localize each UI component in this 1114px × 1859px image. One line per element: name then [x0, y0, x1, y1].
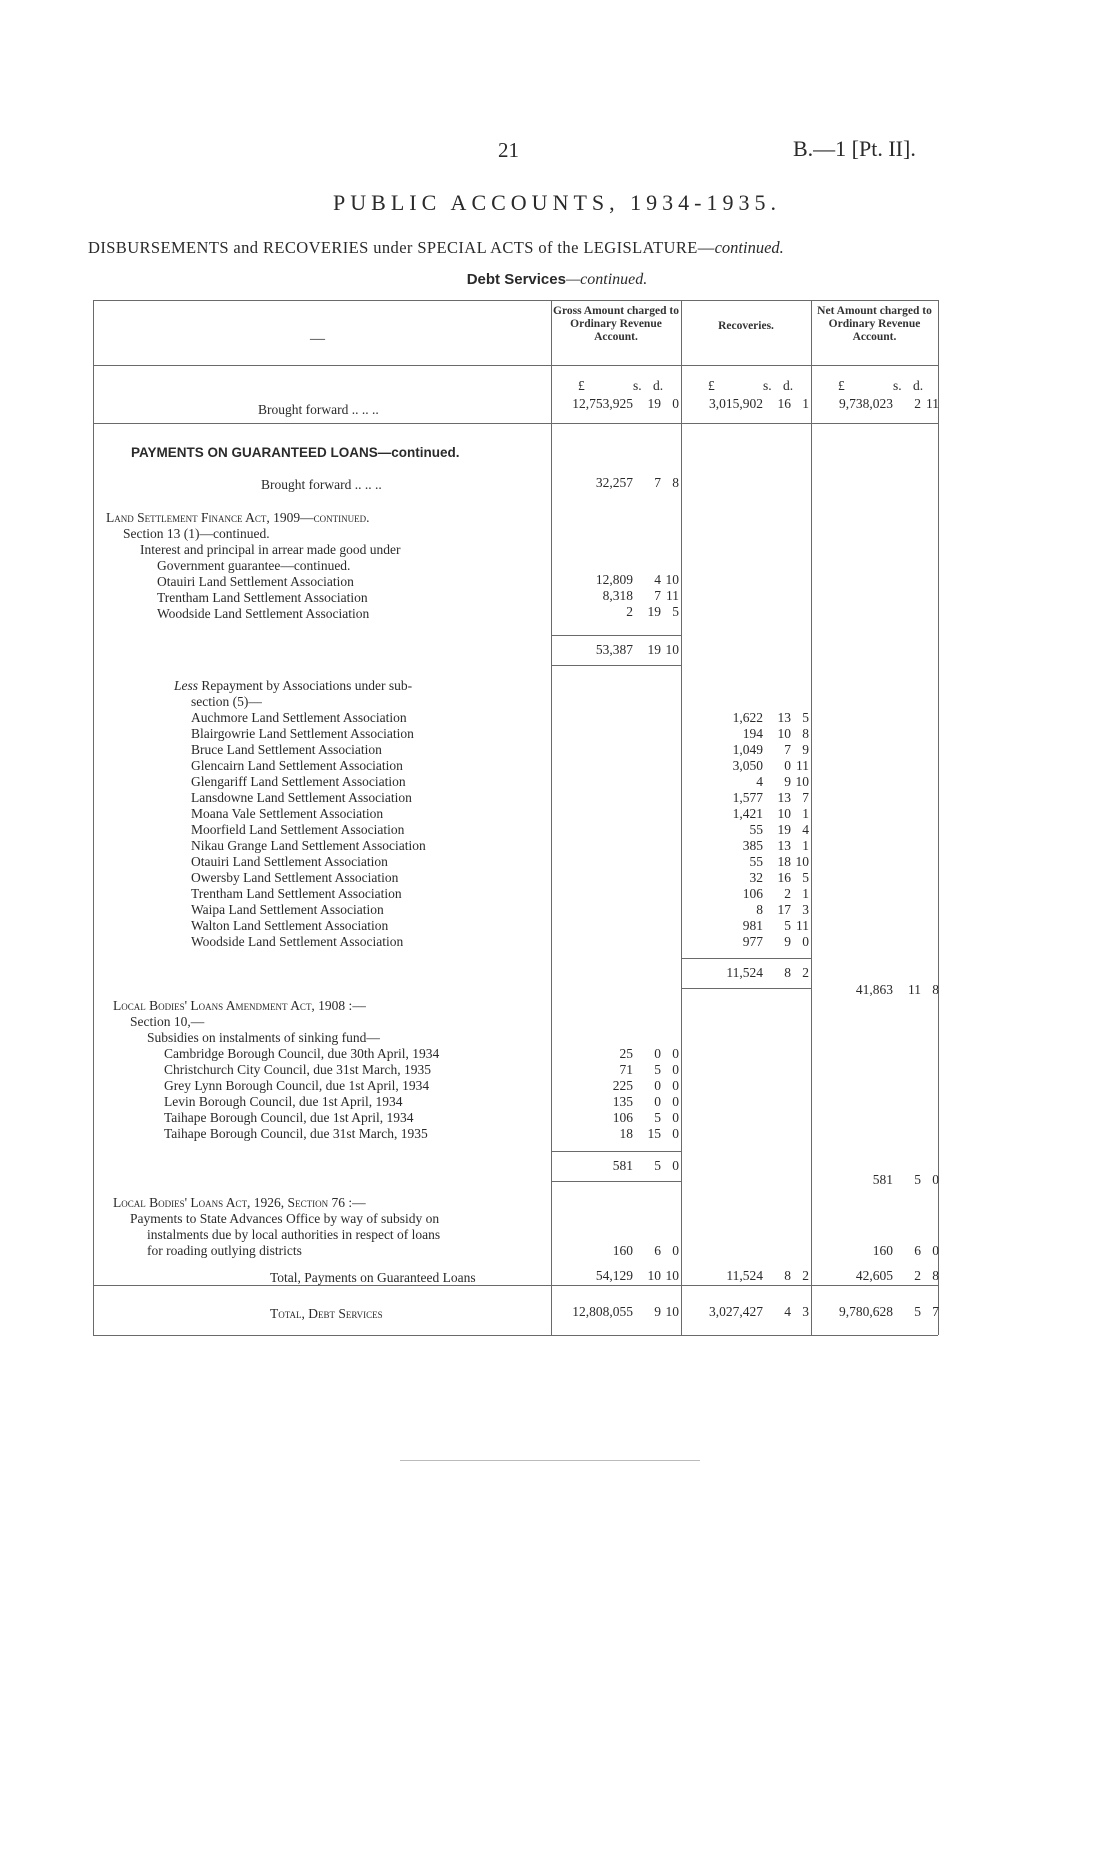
amount-pounds: 106: [742, 886, 763, 901]
amount-pence: 7: [802, 790, 809, 805]
net-column-header: Net Amount charged to Ordinary Revenue Account.: [817, 305, 932, 343]
government-guarantee-label: Government guarantee—continued.: [157, 558, 351, 573]
interest-principal-label: Interest and principal in arrear made good under: [140, 542, 401, 557]
amount-shillings: 5: [914, 1304, 921, 1319]
amount-pence: 2: [802, 965, 809, 980]
amount-shillings: 16: [777, 870, 791, 885]
amount-pence: 0: [932, 1172, 939, 1187]
amount-shillings: 4: [784, 1304, 791, 1319]
amount-shillings: 13: [777, 710, 791, 725]
repayment-item-label: Nikau Grange Land Settlement Association: [191, 838, 426, 853]
local-subtotal-rule: [551, 1151, 681, 1152]
amount-pounds: 981: [742, 918, 763, 933]
amount-pounds: 55: [749, 822, 763, 837]
amount-shillings: 6: [914, 1243, 921, 1258]
amount-pounds: 8: [756, 902, 763, 917]
subsidy-item-label: Taihape Borough Council, due 1st April, 1934: [164, 1110, 414, 1125]
gross-column-header: Gross Amount charged to Ordinary Revenue Account.: [553, 305, 679, 343]
amount-pence: 1: [802, 396, 809, 411]
amount-pounds: 41,863: [855, 982, 893, 997]
amount-shillings: 19: [647, 396, 661, 411]
amount-pounds: 3,027,427: [709, 1304, 763, 1319]
amount-pounds: 135: [612, 1094, 633, 1109]
amount-pounds: 32,257: [595, 475, 633, 490]
amount-pounds: 194: [742, 726, 763, 741]
amount-pence: 10: [795, 854, 809, 869]
amount-pounds: 12,808,055: [572, 1304, 633, 1319]
section-main: Debt Services: [466, 271, 566, 288]
amount-shillings: 5: [914, 1172, 921, 1187]
amount-pence: 10: [665, 642, 679, 657]
rec-pound-header: £: [708, 378, 715, 393]
amount-pence: 0: [672, 396, 679, 411]
rec-subtotal-rule: [681, 958, 811, 959]
repayment-item-label: Glencairn Land Settlement Association: [191, 758, 403, 773]
amount-pence: 0: [672, 1158, 679, 1173]
amount-pence: 0: [802, 934, 809, 949]
repayment-item-label: Trentham Land Settlement Association: [191, 886, 402, 901]
amount-pounds: 4: [756, 774, 763, 789]
amount-pounds: 225: [612, 1078, 633, 1093]
amount-pounds: 1,622: [732, 710, 763, 725]
gross-pound-header: £: [578, 378, 585, 393]
subtitle-continued: continued.: [714, 238, 784, 257]
woodside-interest-label: Woodside Land Settlement Association: [157, 606, 370, 621]
amount-pounds: 3,015,902: [709, 396, 763, 411]
repayment-item-label: Bruce Land Settlement Association: [191, 742, 382, 757]
amount-shillings: 13: [777, 838, 791, 853]
amount-shillings: 4: [654, 572, 661, 587]
repayment-item-label: Otauiri Land Settlement Association: [191, 854, 388, 869]
amount-shillings: 7: [784, 742, 791, 757]
amount-pence: 1: [802, 886, 809, 901]
brought-forward-label: Brought forward .. .. ..: [258, 402, 379, 417]
guaranteed-loans-heading: PAYMENTS ON GUARANTEED LOANS—continued.: [131, 445, 460, 460]
repayment-item-label: Moana Vale Settlement Association: [191, 806, 384, 821]
repayment-item-label: Walton Land Settlement Association: [191, 918, 389, 933]
amount-pence: 5: [802, 870, 809, 885]
amount-shillings: 10: [777, 806, 791, 821]
amount-pounds: 160: [612, 1243, 633, 1258]
repayment-item-label: Blairgowrie Land Settlement Association: [191, 726, 414, 741]
amount-shillings: 2: [914, 396, 921, 411]
amount-pounds: 18: [619, 1126, 633, 1141]
amount-pounds: 32: [749, 870, 763, 885]
amount-pounds: 9,780,628: [839, 1304, 893, 1319]
local-bodies-1926-heading: Local Bodies' Loans Act, 1926, Section 76 :—: [113, 1195, 366, 1210]
amount-shillings: 5: [654, 1158, 661, 1173]
repayment-item-label: Glengariff Land Settlement Association: [191, 774, 406, 789]
amount-pence: 0: [672, 1110, 679, 1125]
state-advances-line-2: instalments due by local authorities in respect of loans: [147, 1227, 441, 1242]
amount-shillings: 7: [654, 475, 661, 490]
amount-pounds: 160: [872, 1243, 893, 1258]
amount-pounds: 55: [749, 854, 763, 869]
amount-pence: 5: [672, 604, 679, 619]
table-bottom-rule: [93, 1335, 938, 1336]
guaranteed-total-label: Total, Payments on Guaranteed Loans: [270, 1270, 476, 1285]
amount-shillings: 0: [654, 1078, 661, 1093]
amount-pounds: 54,129: [595, 1268, 633, 1283]
less-repayment-text: Repayment by Associations under sub-: [201, 678, 413, 693]
amount-pounds: 385: [742, 838, 763, 853]
amount-shillings: 2: [914, 1268, 921, 1283]
amount-pence: 0: [672, 1243, 679, 1258]
section-13-label: Section 13 (1)—continued.: [123, 526, 270, 541]
subsidies-label: Subsidies on instalments of sinking fund—: [147, 1030, 380, 1045]
page-title: PUBLIC ACCOUNTS, 1934-1935.: [333, 190, 781, 215]
less-word: Less: [174, 678, 199, 693]
amount-shillings: 6: [654, 1243, 661, 1258]
amount-shillings: 8: [784, 965, 791, 980]
amount-shillings: 11: [908, 982, 921, 997]
amount-pence: 11: [796, 758, 809, 773]
amount-pounds: 11,524: [726, 965, 763, 980]
local-bodies-1908-heading: Local Bodies' Loans Amendment Act, 1908 :—: [113, 998, 366, 1013]
amount-pence: 11: [926, 396, 939, 411]
amount-pounds: 71: [619, 1062, 633, 1077]
rec-subtotal-rule-2: [681, 988, 811, 989]
amount-pence: 4: [802, 822, 809, 837]
local-subtotal-rule-2: [551, 1181, 681, 1182]
amount-pence: 8: [672, 475, 679, 490]
amount-pounds: 1,049: [732, 742, 763, 757]
amount-pounds: 581: [612, 1158, 633, 1173]
amount-shillings: 17: [777, 902, 791, 917]
amount-pence: 0: [672, 1046, 679, 1061]
amount-pounds: 106: [612, 1110, 633, 1125]
state-advances-line-3: for roading outlying districts: [147, 1243, 302, 1258]
amount-pence: 3: [802, 1304, 809, 1319]
amount-pounds: 53,387: [595, 642, 633, 657]
amount-pence: 10: [665, 1268, 679, 1283]
amount-shillings: 10: [647, 1268, 661, 1283]
amount-pounds: 8,318: [602, 588, 633, 603]
amount-pence: 8: [802, 726, 809, 741]
amount-pence: 0: [672, 1094, 679, 1109]
guaranteed-brought-forward-label: Brought forward .. .. ..: [261, 477, 382, 492]
amount-pence: 0: [672, 1062, 679, 1077]
page-number: 21: [498, 138, 519, 162]
gross-subtotal-rule: [551, 635, 681, 636]
amount-pounds: 977: [742, 934, 763, 949]
repayment-item-label: Moorfield Land Settlement Association: [191, 822, 405, 837]
gross-pence-header: d.: [653, 378, 664, 393]
otauiri-interest-label: Otauiri Land Settlement Association: [157, 574, 354, 589]
gross-shilling-header: s.: [633, 378, 642, 393]
amount-shillings: 5: [784, 918, 791, 933]
net-pound-header: £: [838, 378, 845, 393]
amount-pence: 1: [802, 806, 809, 821]
less-repayment-label: [174, 678, 412, 694]
state-advances-line-1: Payments to State Advances Office by way of subsidy on: [130, 1211, 440, 1226]
amount-pence: 3: [802, 902, 809, 917]
amount-pounds: 11,524: [726, 1268, 763, 1283]
repayment-item-label: Woodside Land Settlement Association: [191, 934, 404, 949]
amount-shillings: 10: [777, 726, 791, 741]
amount-pence: 2: [802, 1268, 809, 1283]
section-10-label: Section 10,—: [130, 1014, 205, 1029]
amount-pence: 0: [672, 1126, 679, 1141]
net-shilling-header: s.: [893, 378, 902, 393]
amount-shillings: 2: [784, 886, 791, 901]
amount-pence: 8: [932, 982, 939, 997]
col-gross-rule: [551, 300, 552, 1335]
amount-pounds: 12,809: [595, 572, 633, 587]
trentham-interest-label: Trentham Land Settlement Association: [157, 590, 368, 605]
blank-column-header: —: [310, 331, 325, 347]
amount-shillings: 19: [647, 642, 661, 657]
recoveries-column-header: Recoveries.: [718, 320, 774, 332]
section-continued: —continued.: [565, 271, 648, 288]
gross-subtotal-rule-2: [551, 665, 681, 666]
net-pence-header: d.: [913, 378, 924, 393]
amount-pence: 5: [802, 710, 809, 725]
amount-shillings: 0: [654, 1094, 661, 1109]
amount-pounds: 25: [619, 1046, 633, 1061]
amount-shillings: 0: [784, 758, 791, 773]
repayment-item-label: Lansdowne Land Settlement Association: [191, 790, 412, 805]
amount-shillings: 16: [777, 396, 791, 411]
amount-shillings: 9: [654, 1304, 661, 1319]
subsidy-item-label: Levin Borough Council, due 1st April, 1934: [164, 1094, 403, 1109]
amount-pence: 11: [796, 918, 809, 933]
amount-shillings: 5: [654, 1062, 661, 1077]
amount-shillings: 0: [654, 1046, 661, 1061]
document-reference: B.—1 [Pt. II].: [793, 136, 916, 161]
amount-pounds: 9,738,023: [839, 396, 893, 411]
table-left-rule: [93, 300, 94, 1335]
amount-pounds: 1,421: [732, 806, 763, 821]
repayment-item-label: Auchmore Land Settlement Association: [191, 710, 407, 725]
amount-pence: 0: [932, 1243, 939, 1258]
subsidy-item-label: Grey Lynn Borough Council, due 1st April, 1934: [164, 1078, 430, 1093]
amount-pence: 10: [795, 774, 809, 789]
land-settlement-act-heading: Land Settlement Finance Act, 1909—continued.: [106, 510, 370, 525]
amount-pounds: 581: [872, 1172, 893, 1187]
rec-pence-header: d.: [783, 378, 794, 393]
amount-pence: 8: [932, 1268, 939, 1283]
rec-shilling-header: s.: [763, 378, 772, 393]
subsidy-item-label: Taihape Borough Council, due 31st March, 1935: [164, 1126, 428, 1141]
amount-shillings: 8: [784, 1268, 791, 1283]
repayment-item-label: Owersby Land Settlement Association: [191, 870, 399, 885]
amount-pence: 10: [665, 572, 679, 587]
amount-pounds: 2: [626, 604, 633, 619]
amount-pounds: 12,753,925: [572, 396, 633, 411]
amount-shillings: 5: [654, 1110, 661, 1125]
amount-shillings: 15: [647, 1126, 661, 1141]
amount-pounds: 1,577: [732, 790, 763, 805]
subsidy-item-label: Christchurch City Council, due 31st March, 1935: [164, 1062, 431, 1077]
amount-pounds: 3,050: [732, 758, 763, 773]
page-footer-rule: [400, 1460, 700, 1461]
amount-pounds: 42,605: [855, 1268, 893, 1283]
amount-pence: 9: [802, 742, 809, 757]
amount-shillings: 19: [777, 822, 791, 837]
amount-shillings: 7: [654, 588, 661, 603]
amount-pence: 1: [802, 838, 809, 853]
repayment-item-label: Waipa Land Settlement Association: [191, 902, 384, 917]
subtitle-main: DISBURSEMENTS and RECOVERIES under SPECIAL ACTS of the LEGISLATURE—: [88, 238, 715, 257]
amount-pence: 10: [665, 1304, 679, 1319]
amount-shillings: 19: [647, 604, 661, 619]
subsidy-item-label: Cambridge Borough Council, due 30th April, 1934: [164, 1046, 440, 1061]
amount-shillings: 13: [777, 790, 791, 805]
amount-shillings: 18: [777, 854, 791, 869]
amount-pence: 11: [666, 588, 679, 603]
amount-shillings: 9: [784, 774, 791, 789]
subsection-5-label: section (5)—: [191, 694, 262, 709]
amount-pence: 0: [672, 1078, 679, 1093]
debt-services-total-label: Total, Debt Services: [270, 1306, 383, 1321]
amount-pence: 7: [932, 1304, 939, 1319]
amount-shillings: 9: [784, 934, 791, 949]
